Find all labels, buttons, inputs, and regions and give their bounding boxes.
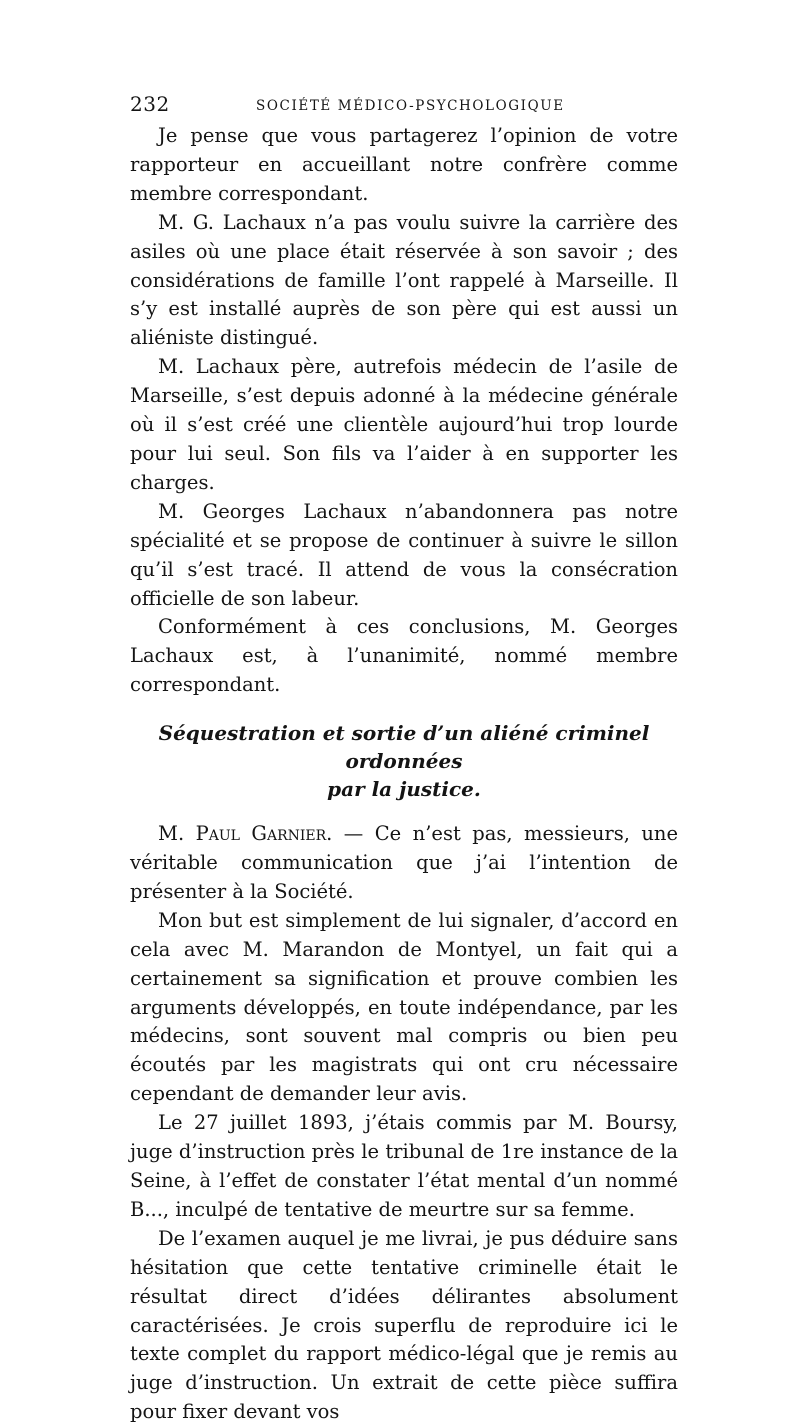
section-heading [130,719,678,803]
paragraph-rapporteur: Je pense que vous partagerez l’opinion de votre rapporteur en accueillant notre confrère comme membre correspondant. [130,124,678,205]
paragraph-examination: De l’examen auquel je me livrai, je pus déduire sans hésitation que cette tentative criminelle était le résultat direct d’idées délirantes absolument caractérisées. Je crois superflu de reproduire ici le texte complet du rapport médico-légal que je remis au juge d’instruction. Un extrait de cette pièce suffira pour fixer devant vos [130,1226,678,1424]
paragraph-garnier-intro [130,820,678,907]
section-heading-line-2: par la justice. [327,777,481,802]
running-title: SOCIÉTÉ MÉDICO-PSYCHOLOGIQUE [256,98,565,114]
paragraph-case-date: Le 27 juillet 1893, j’étais commis par M. Boursy, juge d’instruction près le tribunal de 1re instance de la Seine, à l’effet de constater l’état mental d’un nommé B..., inculpé de tentative de meurtre sur sa femme. [130,1111,678,1221]
page-number: 232 [130,92,170,116]
paragraph-lachaux-career: M. G. Lachaux n’a pas voulu suivre la carrière des asiles où une place était réservée à son savoir ; des considérations de famille l’ont rappelé à Marseille. Il s’y est installé auprès de son père qui est aussi un aliéniste distingué. [130,210,678,350]
paragraph-lachaux-specialty: M. Georges Lachaux n’abandonnera pas notre spécialité et se propose de continuer à suivre le sillon qu’il s’est tracé. Il attend de vous la consécration officielle de son labeur. [130,499,678,610]
speaker-text: — Ce n’est pas, messieurs, une véritable communication que j’ai l’intention de présenter à la Société. [130,822,679,903]
section-heading-line-1: Séquestration et sortie d’un aliéné criminel ordonnées [158,721,650,774]
book-page [130,88,678,1427]
paragraph-conclusion: Conformément à ces conclusions, M. Georges Lachaux est, à l’unanimité, nommé membre correspondant. [130,615,678,697]
running-head [130,88,678,122]
paragraph-lachaux-father: M. Lachaux père, autrefois médecin de l’asile de Marseille, s’est depuis adonné à la médecine générale où il s’est créé une clientèle aujourd’hui trop lourde pour lui seul. Son fils va l’aider à en supporter les charges. [130,355,678,494]
speaker-name: M. Paul Garnier. [158,822,333,846]
paragraph-purpose: Mon but est simplement de lui signaler, d’accord en cela avec M. Marandon de Montyel, un fait qui a certainement sa signification et prouve combien les arguments développés, en toute indépendance, par les médecins, sont souvent mal compris ou bien peu écoutés par les magistrats qui ont cru nécessaire cependant de demander leur avis. [130,908,678,1106]
